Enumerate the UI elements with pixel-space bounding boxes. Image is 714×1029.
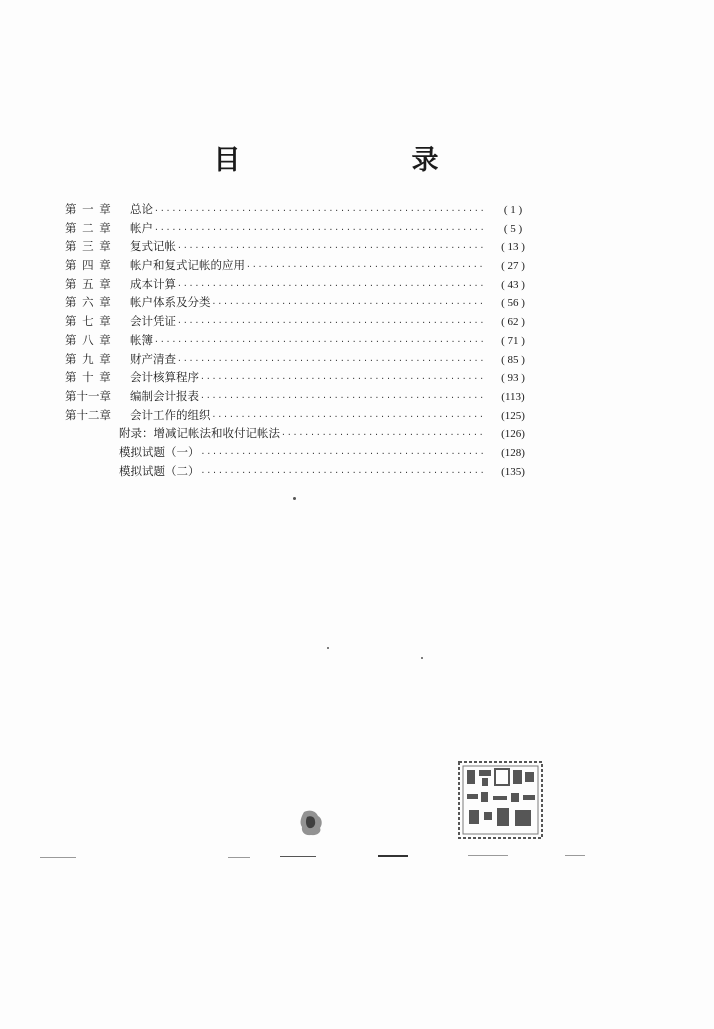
toc-chapter-number: 第 四 章 <box>65 258 112 273</box>
toc-page-number: ( 5 ) <box>503 222 523 235</box>
toc-entry <box>65 406 535 425</box>
toc-entry <box>65 219 535 238</box>
dot-leader <box>200 370 485 389</box>
toc-chapter-number: 第 二 章 <box>65 220 112 235</box>
toc-chapter-title: 财产清查 <box>130 351 176 366</box>
toc-page-number: ( 1 ) <box>503 204 523 216</box>
dot-leader <box>177 352 485 371</box>
toc-chapter-title: 会计工作的组织 <box>130 407 211 422</box>
toc-chapter-title: 会计凭证 <box>130 314 176 329</box>
toc-page-number: ( 62 ) <box>501 316 525 329</box>
toc-chapter-title: 总论 <box>130 202 153 216</box>
toc-page-number: (113) <box>501 390 525 403</box>
toc-chapter-number: 第十二章 <box>65 407 111 422</box>
toc-chapter-number: 第 十 章 <box>65 370 112 385</box>
toc-chapter-number: 第 九 章 <box>65 351 112 366</box>
dot-leader <box>281 426 485 445</box>
dot-leader <box>201 464 486 483</box>
toc-page-number: (128) <box>501 446 525 459</box>
ink-smudge <box>298 808 326 838</box>
toc-entry <box>65 200 535 219</box>
toc-chapter-title: 复式记帐 <box>130 239 176 254</box>
toc-entry <box>65 293 535 312</box>
dot-leader <box>177 277 485 296</box>
toc-chapter-number: 第 一 章 <box>65 202 112 216</box>
dot-leader <box>201 445 486 464</box>
toc-page-number: ( 13 ) <box>501 241 525 254</box>
toc-appendix-title: 模拟试题（一） <box>119 444 200 459</box>
page-title: 目 录 <box>213 145 511 176</box>
toc-appendix-entry <box>65 424 535 443</box>
toc-chapter-number: 第 八 章 <box>65 332 112 347</box>
toc-chapter-title: 帐簿 <box>130 332 153 347</box>
dot-leader <box>154 333 485 352</box>
dot-leader <box>154 202 485 221</box>
toc-chapter-number: 第 三 章 <box>65 239 112 254</box>
toc-chapter-number: 第 六 章 <box>65 295 112 310</box>
toc-chapter-number: 第 五 章 <box>65 276 112 291</box>
toc-entry <box>65 237 535 256</box>
toc-entry <box>65 256 535 275</box>
scan-edge-line <box>468 855 508 856</box>
scan-speck <box>327 647 329 649</box>
toc-entry <box>65 387 535 406</box>
dot-leader <box>212 295 486 314</box>
scan-edge-line <box>40 857 76 858</box>
toc-chapter-title: 成本计算 <box>130 276 176 291</box>
library-stamp <box>457 760 544 840</box>
scan-edge-line <box>378 855 408 857</box>
scan-speck <box>421 657 423 659</box>
toc-chapter-title: 会计核算程序 <box>130 370 199 385</box>
scan-speck <box>293 497 296 500</box>
toc-chapter-title: 帐户体系及分类 <box>130 295 211 310</box>
toc-chapter-number: 第十一章 <box>65 388 111 403</box>
scan-edge-line <box>565 855 585 856</box>
toc-page-number: ( 56 ) <box>501 297 525 310</box>
toc-chapter-title: 帐户和复式记帐的应用 <box>130 258 245 273</box>
toc-page-number: ( 27 ) <box>501 260 525 273</box>
scan-edge-line <box>228 857 250 858</box>
toc-appendix-entry <box>65 443 535 462</box>
toc-page-number: ( 43 ) <box>501 278 525 291</box>
scan-edge-line <box>280 856 316 857</box>
dot-leader <box>154 221 485 240</box>
toc-entry <box>65 312 535 331</box>
toc-chapter-title: 编制会计报表 <box>130 388 199 403</box>
toc-chapter-title: 帐户 <box>130 220 153 235</box>
dot-leader <box>200 389 485 408</box>
dot-leader <box>177 314 485 333</box>
toc-page-number: ( 71 ) <box>501 334 525 347</box>
toc-page-number: (126) <box>501 428 525 441</box>
toc-entry <box>65 331 535 350</box>
toc-entry <box>65 275 535 294</box>
toc-entry <box>65 368 535 387</box>
dot-leader <box>246 258 485 277</box>
toc-appendix-title: 模拟试题（二） <box>119 463 200 478</box>
toc-entry <box>65 350 535 369</box>
toc-page-number: (135) <box>501 465 525 478</box>
toc-page-number: ( 85 ) <box>501 353 525 366</box>
toc-page-number: ( 93 ) <box>501 372 525 385</box>
toc-appendix-entry <box>65 462 535 481</box>
toc-chapter-number: 第 七 章 <box>65 314 112 329</box>
toc-appendix-title: 附录：增减记帐法和收付记帐法 <box>119 426 280 441</box>
table-of-contents <box>65 200 535 480</box>
toc-page-number: (125) <box>501 409 525 422</box>
